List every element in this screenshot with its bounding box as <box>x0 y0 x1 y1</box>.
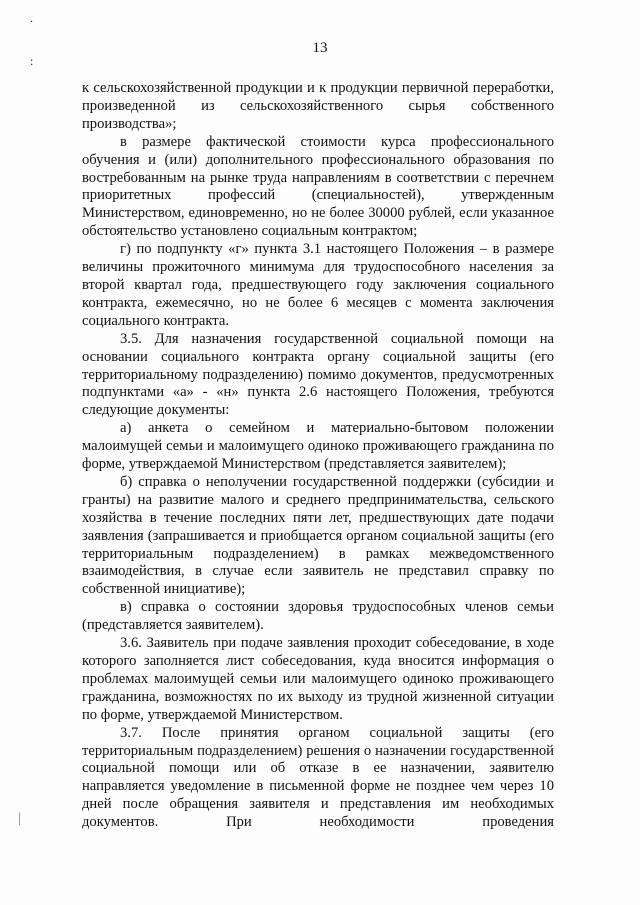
paragraph-3-7: 3.7. После принятия органом социальной защиты (его территориальным подразделением) решения о назначении государственной социальной помощи или об отказе в ее назначении, заявителю направляется уведомление в письменной форме не позднее чем через 10 дней после обращения заявителя и представления им необходимых документов. При необходимости проведения <box>82 724 554 831</box>
paragraph-3-6: 3.6. Заявитель при подаче заявления проходит собеседование, в ходе которого заполняется лист собеседования, куда вносится информация о проблемах малоимущей семьи или малоимущего одиноко проживающего гражданина, возможностях по их выходу из трудной жизненной ситуации по форме, утверждаемой Министерством. <box>82 635 554 723</box>
paragraph-item-b: б) справка о неполучении государственной поддержки (субсидии и гранты) на развитие малого и среднего предпринимательства, сельского хозяйства в течение последних пяти лет, предшествующих дате подачи заявления (запрашивается и приобщается органом социальной защиты (его территориальным подразделением) в рамках межведомственного взаимодействия, в случае если заявитель не представил справку по собственной инициативе); <box>82 473 554 598</box>
margin-mark-bar: | <box>18 811 21 826</box>
document-body <box>82 80 554 832</box>
margin-mark-top: . <box>30 11 33 25</box>
page-number: 13 <box>312 40 328 56</box>
paragraph-item-v: в) справка о состоянии здоровья трудоспособных членов семьи (представляется заявителем). <box>82 599 554 634</box>
paragraph-item-a: а) анкета о семейном и материально-бытовом положении малоимущей семьи и малоимущего одиноко проживающего гражданина по форме, утверждаемой Министерством (представляется заявителем); <box>82 420 554 473</box>
paragraph-training-cost: в размере фактической стоимости курса профессионального обучения и (или) дополнительного профессионального образования по востребованным на рынке труда направлениям в соответствии с перечнем приоритетных профессий (специальностей), утвержденным Министерством, единовременно, но не более 30000 рублей, если указанное обстоятельство установлено социальным контрактом; <box>82 133 554 240</box>
paragraph-continuation: к сельскохозяйственной продукции и к продукции первичной переработки, произведенной из сельскохозяйственного сырья собственного производства»; <box>82 80 554 132</box>
paragraph-3-5: 3.5. Для назначения государственной социальной помощи на основании социального контракта органу социальной защиты (его территориальному подразделению) помимо документов, предусмотренных подпунктами «а» - «н» пункта 2.6 настоящего Положения, требуются следующие документы: <box>82 330 554 419</box>
paragraph-subitem-g: г) по подпункту «г» пункта 3.1 настоящего Положения – в размере величины прожиточного минимума для трудоспособного населения за второй квартал года, предшествующего году заключения социального контракта, ежемесячно, но не более 6 месяцев с момента заключения социального контракта. <box>82 241 554 329</box>
margin-mark-colon: : <box>30 54 34 68</box>
